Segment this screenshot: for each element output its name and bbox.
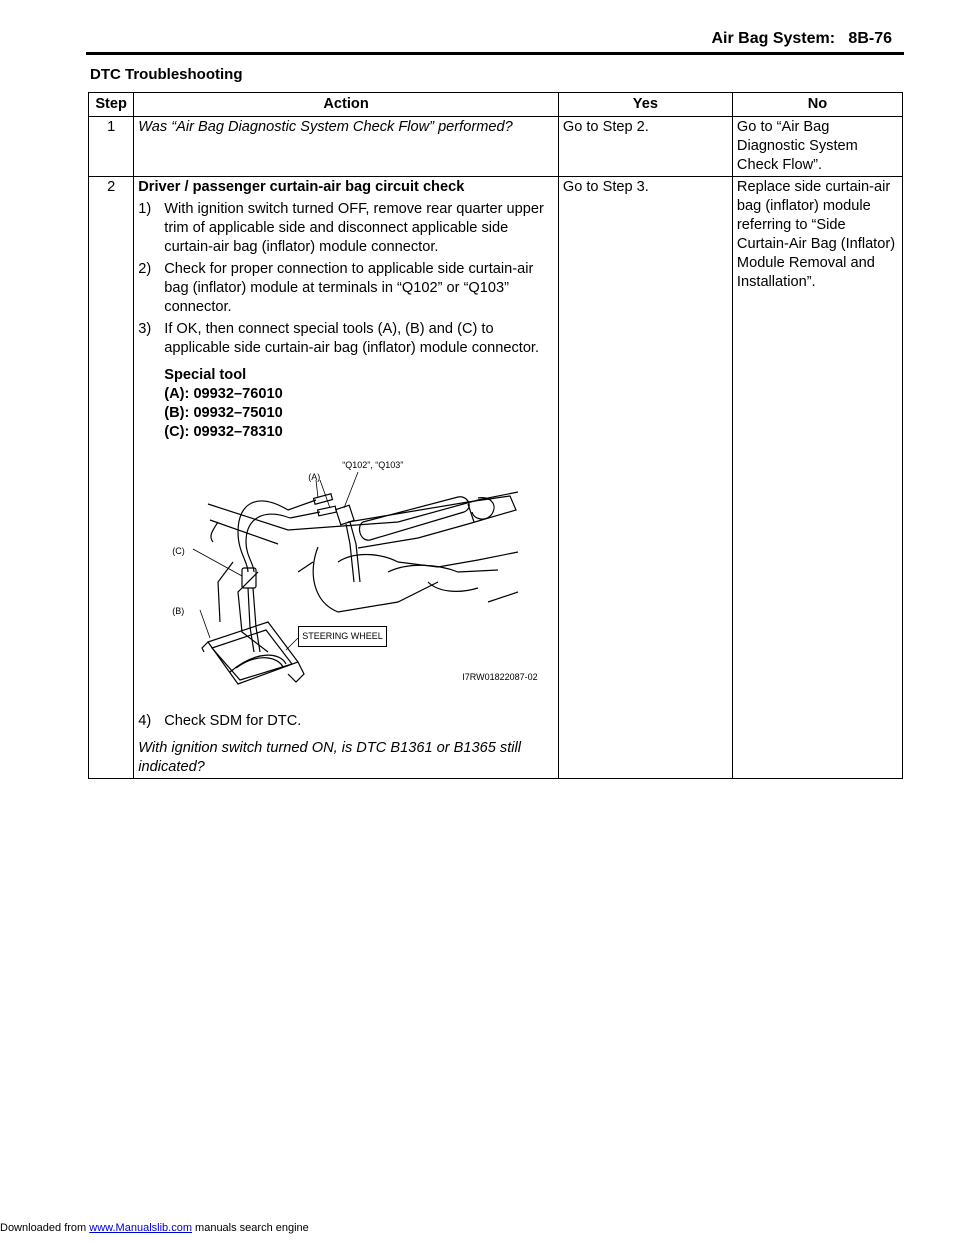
substep [138, 712, 554, 731]
substep-text: Check SDM for DTC. [164, 713, 302, 729]
footer-link[interactable]: www.Manualslib.com [89, 1222, 192, 1234]
action-question: With ignition switch turned ON, is DTC B1361 or B1365 still indicated? [138, 740, 521, 775]
special-tool-item: (A): 09932–76010 [164, 386, 283, 402]
col-header-action: Action [134, 93, 559, 117]
substep-text: If OK, then connect special tools (A), (B) and (C) to applicable side curtain-air bag (inflator) module connector. [164, 321, 540, 356]
substep-number: 3) [138, 321, 152, 337]
col-header-yes: Yes [558, 93, 732, 117]
table-row [89, 117, 903, 177]
label-connector: “Q102”, “Q103” [342, 460, 404, 470]
substep-number: 1) [138, 201, 152, 217]
action-cell [134, 177, 559, 779]
page-header [86, 30, 904, 56]
substep [138, 260, 554, 317]
special-tool-item: (C): 09932–78310 [164, 424, 283, 440]
dtc-table [88, 92, 903, 779]
no-cell: Go to “Air Bag Diagnostic System Check Flow”. [732, 117, 902, 177]
header-title: Air Bag System: 8B-76 [711, 30, 892, 47]
connection-illustration [138, 452, 546, 708]
section-title: DTC Troubleshooting [90, 66, 243, 83]
special-tool-label: Special tool [164, 367, 247, 383]
substep-number: 2) [138, 261, 152, 277]
label-steering-wheel: STEERING WHEEL [298, 626, 387, 647]
yes-cell: Go to Step 2. [558, 117, 732, 177]
substep-text: Check for proper connection to applicable side curtain-air bag (inflator) module at terminals in “Q102” or “Q103” connector. [164, 261, 534, 315]
label-c: (C) [172, 546, 185, 556]
footer-suffix: manuals search engine [191, 1222, 309, 1234]
action-cell: Was “Air Bag Diagnostic System Check Flow” performed? [134, 117, 559, 177]
label-a: (A) [308, 472, 321, 482]
substep [138, 200, 554, 257]
col-header-no: No [732, 93, 902, 117]
footer-prefix: Downloaded from [0, 1222, 90, 1234]
yes-cell: Go to Step 3. [558, 177, 732, 779]
substep-number: 4) [138, 713, 152, 729]
label-b: (B) [172, 606, 185, 616]
step-number: 2 [89, 177, 134, 779]
action-title: Driver / passenger curtain-air bag circuit check [138, 179, 465, 195]
substep-text: With ignition switch turned OFF, remove rear quarter upper trim of applicable side and disconnect applicable side curtain-air bag (inflator) module connector. [164, 201, 544, 255]
substep [138, 320, 554, 358]
table-row [89, 177, 903, 779]
page-footer [0, 1222, 309, 1234]
step-number: 1 [89, 117, 134, 177]
special-tool-item: (B): 09932–75010 [164, 405, 283, 421]
col-header-step: Step [89, 93, 134, 117]
table-header-row [89, 93, 903, 117]
page-number: 8B-76 [848, 30, 892, 47]
no-cell: Replace side curtain-air bag (inflator) module referring to “Side Curtain-Air Bag (Inflator) Module Removal and Installation”. [732, 177, 902, 779]
figure-id: I7RW01822087-02 [462, 672, 538, 682]
special-tool-block [164, 366, 554, 442]
header-rule [86, 52, 904, 55]
